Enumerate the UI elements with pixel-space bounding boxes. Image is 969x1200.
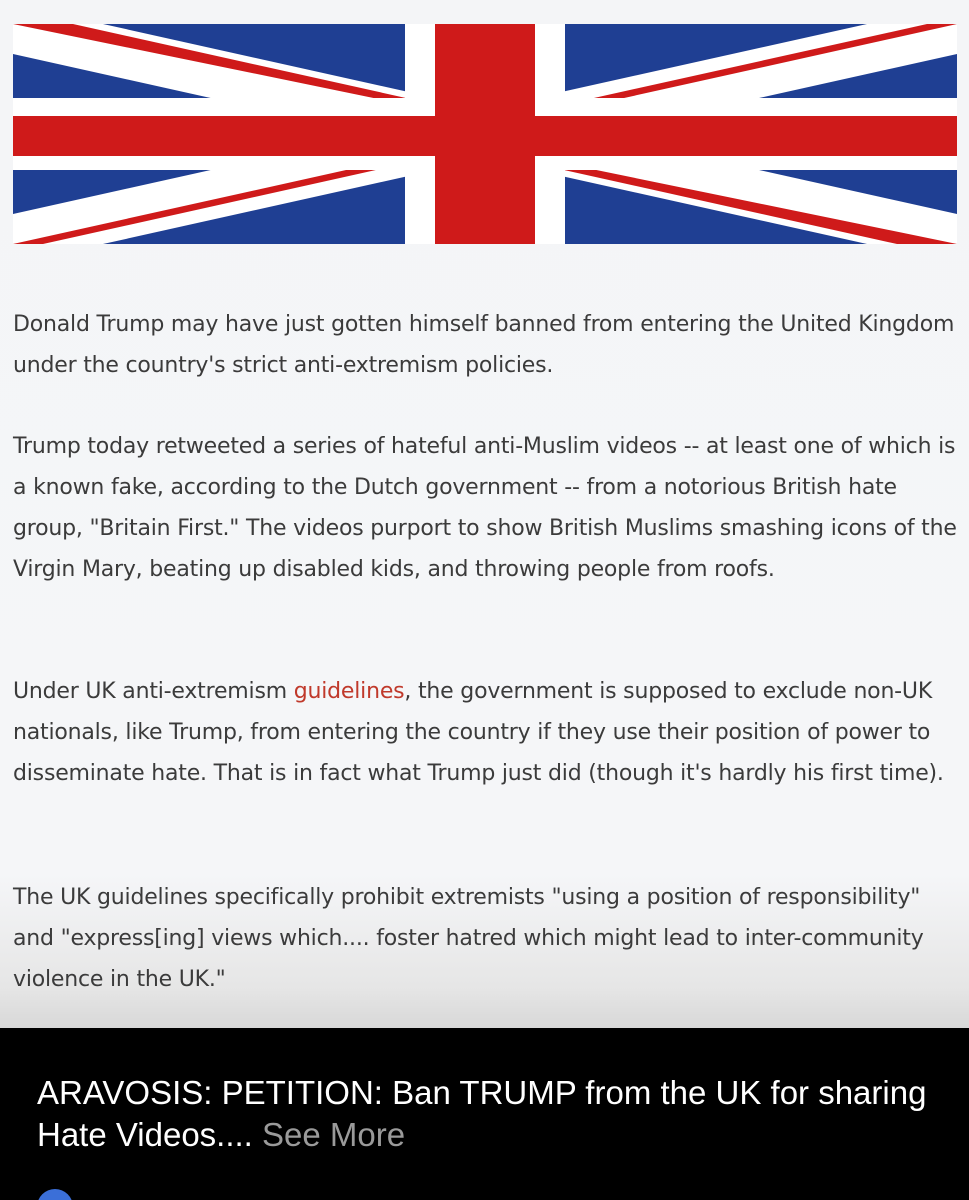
article-paragraph-3 xyxy=(13,671,958,794)
caption-text: ARAVOSIS: PETITION: Ban TRUMP from the UK for sharing Hate Videos.... xyxy=(37,1074,927,1153)
article-paragraph-2: Trump today retweeted a series of hateful anti-Muslim videos -- at least one of which is a known fake, according to the Dutch government -- from a notorious British hate group, "Britain First." The videos purport to show British Muslims smashing icons of the Virgin Mary, beating up disabled kids, and throwing people from roofs. xyxy=(13,434,957,582)
guidelines-link[interactable]: guidelines xyxy=(293,679,405,704)
paragraph-3-text-after: , the government is supposed to exclude non-UK nationals, like Trump, from entering the country if they use their position of power to disseminate hate. That is in fact what Trump just did (though it's hardly his first time). xyxy=(13,679,944,786)
see-more-link[interactable]: See More xyxy=(262,1116,406,1153)
article-paragraph-1: Donald Trump may have just gotten himself banned from entering the United Kingdom under the country's strict anti-extremism policies. xyxy=(13,312,955,378)
post-author-row xyxy=(37,1192,73,1200)
post-caption-area xyxy=(0,1028,969,1200)
paragraph-3-text-before: Under UK anti-extremism xyxy=(13,679,294,704)
avatar-icon[interactable] xyxy=(37,1189,73,1200)
union-jack-flag-image xyxy=(13,24,957,244)
post-caption xyxy=(37,1072,937,1156)
article-paragraph-4: The UK guidelines specifically prohibit extremists "using a position of responsibility" and "express[ing] views which.... foster hatred which might lead to inter-community violence in the UK." xyxy=(13,885,924,992)
